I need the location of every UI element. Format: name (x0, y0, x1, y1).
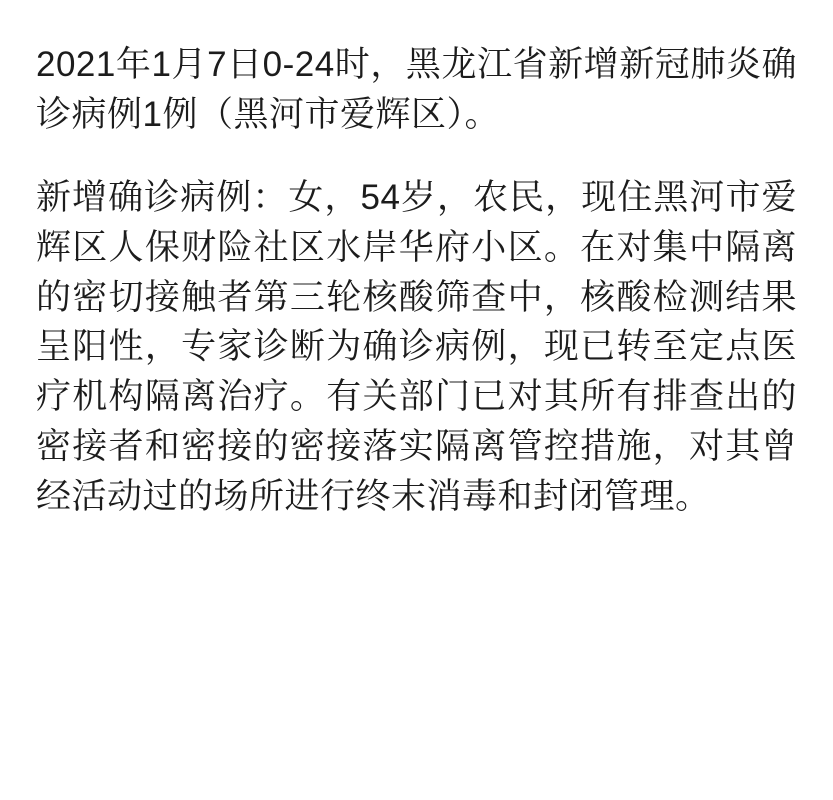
article-body (36, 40, 797, 521)
paragraph-case-detail: 新增确诊病例：女，54岁，农民，现住黑河市爱辉区人保财险社区水岸华府小区。在对集中隔离的密切接触者第三轮核酸筛查中，核酸检测结果呈阳性，专家诊断为确诊病例，现已转至定点医疗机构隔离治疗。有关部门已对其所有排查出的密接者和密接的密接落实隔离管控措施，对其曾经活动过的场所进行终末消毒和封闭管理。 (36, 178, 797, 516)
paragraph-headline: 2021年1月7日0-24时，黑龙江省新增新冠肺炎确诊病例1例（黑河市爱辉区）。 (36, 45, 797, 134)
